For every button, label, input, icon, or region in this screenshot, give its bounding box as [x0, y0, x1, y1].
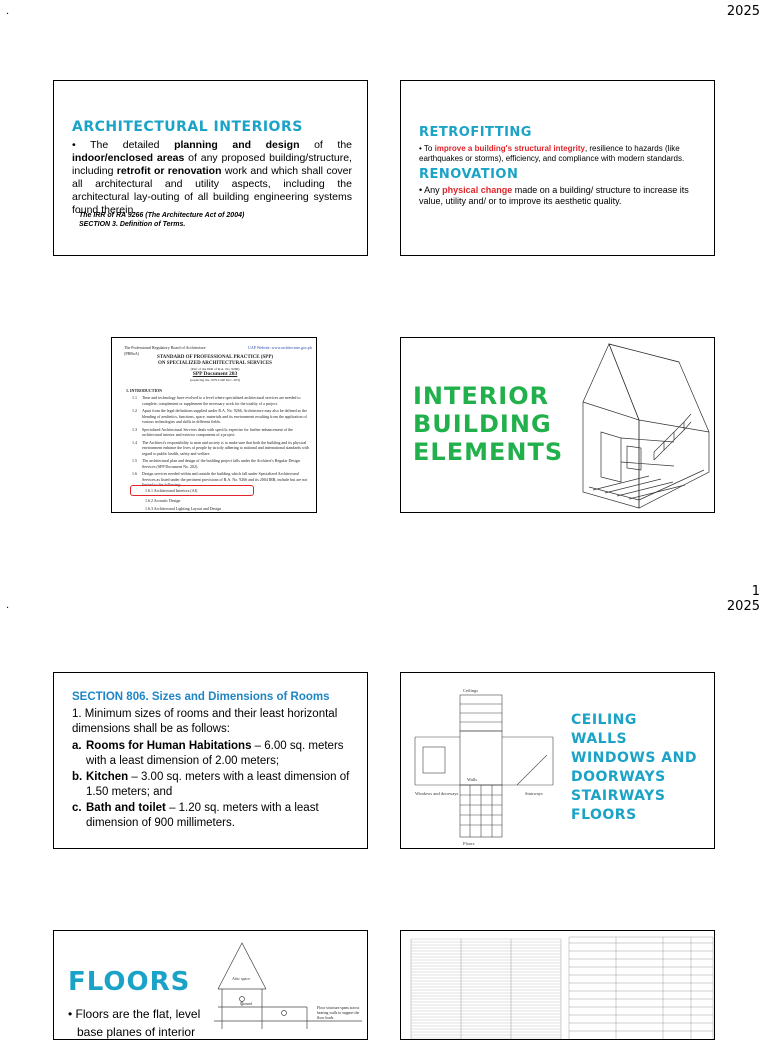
- slide-floors: [53, 930, 368, 1040]
- body-bold: planning and design: [174, 139, 300, 151]
- load-tables-image: [401, 931, 716, 1041]
- doc-item-text: The architectural plan and design of the building project falls under the Architect's Regular Design Services (SPP Document No. 202).: [142, 458, 300, 469]
- figure-label: Ground: [240, 1001, 253, 1006]
- requirement-b: [72, 770, 362, 800]
- renovation-text: • Any physical change made on a building/ structure to increase its value, utility and/ or to improve its aesthetic quality.: [419, 185, 689, 206]
- floors-title: FLOORS: [68, 967, 191, 997]
- section-title: SECTION 806. Sizes and Dimensions of Rooms: [72, 691, 330, 703]
- doc-items: [132, 395, 310, 490]
- list-marker: b.: [72, 771, 83, 783]
- doc-item-number: 1.3: [132, 426, 137, 432]
- isometric-house-illustration: [579, 342, 714, 510]
- label-windows: Windows and doorways: [415, 791, 459, 796]
- renovation-title: RENOVATION: [419, 167, 519, 182]
- doc-item-text: Design services needed within and outside the building which fall under Specialized Architectural Services as listed under the pertinent provisions of R.A. No. 9266 and its 2004 IRR, include but are not limited to the following:: [142, 471, 308, 487]
- doc-title-1: STANDARD OF PROFESSIONAL PRACTICE (SPP): [156, 355, 274, 360]
- requirement-name: Bath and toilet: [86, 802, 166, 814]
- retrofitting-title: RETROFITTING: [419, 125, 532, 140]
- slide-tables: [400, 930, 715, 1040]
- slide-retrofitting-renovation: [400, 80, 715, 256]
- doc-title-2: ON SPECIALIZED ARCHITECTURAL SERVICES: [158, 361, 272, 366]
- body-text: made on a building/ structure to increase its value, utility and/ or to improve its aesthetic quality.: [419, 185, 689, 206]
- doc-item: [132, 427, 310, 438]
- page-marker-dot: .: [6, 6, 10, 17]
- highlight-text: improve a building's structural integrity: [434, 144, 585, 153]
- doc-title-4: SPP Document 203: [192, 371, 238, 377]
- page-marker-dot: .: [6, 600, 10, 611]
- section-intro: 1. Minimum sizes of rooms and their least horizontal dimensions shall be as follows:: [72, 708, 338, 735]
- element-item: DOORWAYS: [571, 769, 666, 785]
- body-bold: retrofit or renovation: [116, 165, 222, 177]
- building-section-diagram: [405, 677, 560, 847]
- doc-item: [132, 408, 310, 425]
- requirement-detail: – 3.00 sq. meters with a least dimension of 1.50 meters; and: [86, 771, 350, 798]
- requirement-a: [72, 739, 362, 769]
- slide-title: ARCHITECTURAL INTERIORS: [72, 119, 303, 135]
- doc-sub-item-2: 1.6.2 Acoustic Design: [145, 498, 181, 503]
- slide-architectural-interiors: [53, 80, 368, 256]
- floors-bullet: [68, 1005, 200, 1041]
- requirement-text: [86, 801, 362, 831]
- element-item: WALLS: [571, 731, 628, 747]
- doc-item-number: 1.1: [132, 395, 137, 400]
- page-number: 1: [751, 584, 760, 599]
- doc-item-text: The Architect's responsibility to man and society is to make sure that both the building and its physical environment enhance the lives of people by strictly adhering to national and international standards with regard to public health, safety and welfare.: [142, 439, 310, 456]
- page-year: 2025: [726, 4, 760, 19]
- element-item: FLOORS: [571, 807, 637, 823]
- body-text: , resilience to hazards (like earthquakes or storms), efficiency, and compliance with modern standards.: [419, 144, 685, 163]
- doc-item: [132, 395, 310, 406]
- label-stairways: Stairways: [525, 791, 543, 796]
- slide-spp-document: [111, 337, 317, 513]
- requirement-detail: – 1.20 sq. meters with a least dimension of 900 millimeters.: [86, 802, 319, 829]
- body-text: of any proposed building/structure, including: [72, 152, 352, 177]
- body-text: of the: [299, 139, 352, 151]
- figure-label: Attic space: [232, 976, 250, 981]
- element-item: STAIRWAYS: [571, 788, 666, 804]
- label-walls: Walls: [467, 777, 478, 782]
- body-text: Any: [424, 185, 443, 195]
- doc-item-number: 1.6: [132, 471, 137, 476]
- body-text: The detailed: [90, 139, 175, 151]
- bullet-line: • Floors are the flat, level: [68, 1007, 201, 1021]
- requirement-text: [86, 770, 362, 800]
- doc-sub-item-3: 1.6.3 Architectural Lighting Layout and Design: [145, 506, 222, 511]
- doc-item-text: Apart from the legal definitions supplied under R.A. No. 9266, Architecture may also be defined as the blending of aesthetics, functions, space, materials and its environment resulting from the application of various technologies and skills in different fields.: [142, 408, 307, 424]
- doc-section-heading: 1. INTRODUCTION: [126, 388, 163, 393]
- element-item: WINDOWS AND: [571, 750, 697, 766]
- doc-header-right: UAP Website: www.architecture.gov.ph: [248, 345, 312, 350]
- figure-note: Floor structure spans across bearing walls to support the floor loads: [317, 1006, 360, 1020]
- slide-section-806: [53, 672, 368, 849]
- body-text: To: [423, 144, 435, 153]
- doc-item-text: Time and technology have evolved to a level where specialized architectural services are needed to complete, complement or supplement the necessary work for the totality of a project.: [142, 395, 301, 406]
- definition-text: • The detailed planning and design of the indoor/enclosed areas of any proposed building/structure, including retrofit or renovation work and which shall cover all architectural and utility aspects, including the architectural lay-outing of all building engineering systems found therein.: [72, 139, 353, 216]
- list-marker: a.: [72, 740, 82, 752]
- doc-item: [132, 458, 310, 469]
- requirement-name: Rooms for Human Habitations: [86, 740, 252, 752]
- requirement-text: [86, 739, 362, 769]
- reference-line-2: SECTION 3. Definition of Terms.: [79, 221, 186, 228]
- bullet-text: Floors are the flat, level: [75, 1007, 201, 1021]
- list-marker: c.: [72, 802, 82, 814]
- doc-title-5: (replacing the 1979 UAP Doc. 203): [190, 378, 240, 382]
- doc-item-number: 1.5: [132, 458, 137, 463]
- doc-title-3: (Part of the IRR of R.A. No. 9266): [190, 367, 240, 371]
- slide-building-elements-list: [400, 672, 715, 849]
- body-text: work and which shall cover all architectural and utility aspects, including the architectural lay-outing of all building engineering systems found therein.: [72, 165, 353, 216]
- page-year: 2025: [726, 599, 760, 614]
- doc-item-text: Specialized Architectural Services deals with specific expertise for further enhancement of the architectural interior and exterior components of a project.: [142, 426, 293, 437]
- title-line-2: BUILDING: [413, 410, 552, 438]
- doc-sub-item-1: 1.6.1 Architectural Interiors (AI): [145, 488, 198, 493]
- element-list: [571, 711, 697, 825]
- requirement-detail: – 6.00 sq. meters with a least dimension of 2.00 meters;: [86, 740, 344, 767]
- label-ceilings: Ceilings: [463, 688, 479, 693]
- bullet-line: base planes of interior: [77, 1025, 196, 1039]
- title-line-3: ELEMENTS: [413, 438, 564, 466]
- doc-item-number: 1.4: [132, 439, 137, 445]
- highlight-text: physical change: [442, 185, 513, 195]
- body-bold: indoor/enclosed areas: [72, 152, 185, 164]
- reference-line-1: The IRR of RA 9266 (The Architecture Act of 2004): [79, 212, 245, 219]
- doc-item: [132, 440, 310, 457]
- label-floors: Floors: [463, 841, 475, 846]
- title-line-1: INTERIOR: [413, 382, 550, 410]
- retrofitting-text: • To improve a building's structural integrity, resilience to hazards (like earthquakes or storms), efficiency, and compliance with modern standards.: [419, 144, 685, 163]
- requirement-c: [72, 801, 362, 831]
- requirement-name: Kitchen: [86, 771, 129, 783]
- doc-header-left: The Professional Regulatory Board of Architecture (PRBoA): [124, 345, 206, 356]
- slide-interior-building-elements: [400, 337, 715, 513]
- element-item: CEILING: [571, 712, 637, 728]
- doc-item-number: 1.2: [132, 408, 137, 413]
